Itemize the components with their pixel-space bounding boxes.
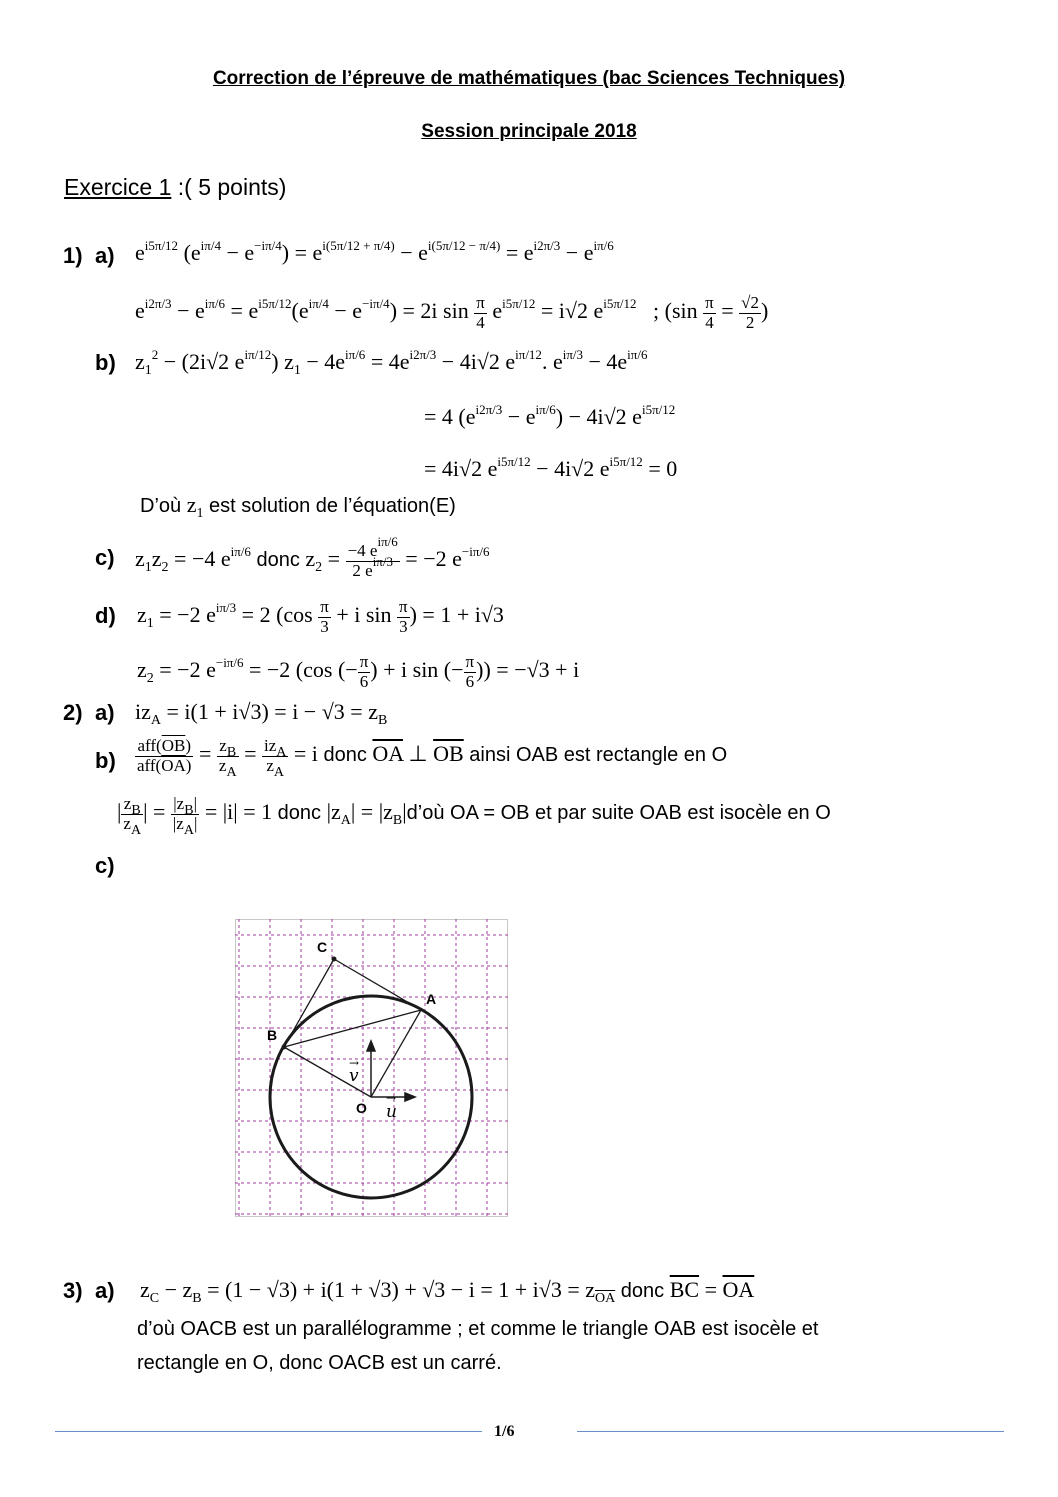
point-a-label: A — [426, 991, 437, 1007]
donc-1c: donc — [250, 549, 306, 572]
exercise-heading — [64, 174, 286, 201]
point-o-label: O — [356, 1100, 367, 1116]
equation-1a-line1: $e^{i5\pi/12}$ $(e^{i\pi/4} - e^{-i\pi/4}) = e^{i(5\pi/12 + \pi/4)} - e^{i(5\pi/12 - \pi/4)} = e^{i2\pi/3} - e^{i\pi/6}$ — [135, 238, 614, 265]
conclusion-2b-2: d’où OA = OB et par suite OAB est isocèle en O — [406, 802, 831, 825]
point-c-label: C — [317, 939, 328, 955]
conclusion-2b-1: ainsi OAB est rectangle en O — [463, 744, 728, 767]
question-2a-label: a) — [95, 700, 115, 725]
question-2b-label: b) — [95, 748, 116, 773]
footer-rule-left — [55, 1431, 482, 1432]
equation-3a: $z_C - z_B = (1 - √3) + i(1 + √3) + √3 - i = 1 + i√3 = z_{\overline{OA}}$ donc $\overline{BC} = \overline{OA}$ — [140, 1277, 755, 1306]
vector-u-arrow-icon: → — [386, 1091, 397, 1105]
question-3-label: 3) — [63, 1278, 83, 1303]
equation-2b-line1: $\frac{aff(\overline{OB})}{aff(\overline{OA})}$ = $\frac{z_B}{z_A}$ = $\frac{iz_A}{z_A}$ = i donc $\overline{OA}$ ⊥ $\overline{OB}$ ainsi OAB est rectangle en O — [137, 736, 728, 780]
equation-1d-line2: $z_2 = -2$ $e^{-i\pi/6} = -2$ (cos (− $\frac{\pi}{6}$ ) + i sin (− $\frac{\pi}{6}$ )) = −√3 + i — [137, 652, 580, 691]
point-c-marker — [332, 957, 337, 962]
donc-3a: donc — [615, 1280, 670, 1302]
vector-u-label: u — [386, 1102, 397, 1122]
question-2c-label: c) — [95, 853, 115, 878]
point-b-label: B — [267, 1027, 278, 1043]
question-1b-label: b) — [95, 350, 116, 375]
question-1c-label: c) — [95, 545, 115, 570]
equation-2a-iz: iz — [135, 699, 151, 724]
conclusion-3a-line2: rectangle en O, donc OACB est un carré. — [137, 1352, 502, 1374]
conclusion-1b-pre: D’où — [140, 495, 187, 517]
equation-2a: $iz_A = i(1 + i√3) = i - √3 = z_B$ — [135, 699, 388, 728]
donc-2b-2: donc — [272, 802, 327, 825]
geometry-figure — [235, 919, 508, 1217]
point-b-marker — [282, 1045, 287, 1050]
equation-1b-line1: $z_1^2 - (2i√2$ $e^{i\pi/12}$) $z_1 - 4e^{i\pi/6} = 4e^{i2\pi/3} - 4i√2$ $e^{i\pi/12}$. $e^{i\pi/3} - 4e^{i\pi/6}$ — [135, 347, 648, 378]
vector-v-label: v — [349, 1066, 359, 1086]
session-title: Session principale 2018 — [421, 121, 637, 142]
donc-2b-1: donc — [317, 744, 373, 767]
equation-2b-line2: | $\frac{z_B}{z_A}$ | = $\frac{|z_B|}{|z_A|}$ = |i| = 1 donc $|z_A|$ = $|z_B|d’où$ OA = OB et par suite OAB est isocèle en O — [117, 794, 831, 838]
exercise-points: :( 5 points) — [171, 174, 287, 200]
conclusion-1b-post: est solution de l’équation(E) — [203, 495, 456, 517]
equation-1c: $z_1z_2 = -4$ $e^{i\pi/6}$ donc $z_2$ = $\frac{-4 e^{i\pi/6}}{2 e^{i\pi/3}}$ = −2 $e^{-i\pi/6}$ — [135, 534, 490, 580]
equation-1b-line3: = 4i√2 $e^{i5\pi/12} - 4i√2$ $e^{i5\pi/12} = 0$ — [424, 454, 678, 481]
equation-1b-line2: = 4 $(e^{i2\pi/3} - e^{i\pi/6}) - 4i√2$ $e^{i5\pi/12}$ — [424, 402, 676, 429]
equation-1a-line2: $e^{i2\pi/3} - e^{i\pi/6} = e^{i5\pi/12}(e^{i\pi/4} - e^{-i\pi/4}) = 2i$ sin $\frac{\pi}{4}$ $e^{i5\pi/12} = i√2$ $e^{i5\pi/12}$ ; (sin $\frac{\pi}{4}$ = $\frac{√2}{2}$ ) — [135, 293, 769, 332]
footer-rule-right — [577, 1431, 1004, 1432]
question-3a-label: a) — [95, 1278, 115, 1303]
question-1-label: 1) — [63, 243, 83, 268]
equation-1d-line1: $z_1 = -2$ $e^{i\pi/3} = 2$ (cos $\frac{\pi}{3}$ + i sin $\frac{\pi}{3}$ ) = 1 + i√3 — [137, 597, 504, 636]
page-number: 1/6 — [494, 1423, 515, 1440]
conclusion-1b: D’où $z_1$ est solution de l’équation(E) — [140, 492, 456, 521]
document-title: Correction de l’épreuve de mathématiques (bac Sciences Techniques) — [212, 68, 846, 89]
question-1d-label: d) — [95, 603, 116, 628]
conclusion-3a-line1: d’où OACB est un parallélogramme ; et comme le triangle OAB est isocèle et — [137, 1318, 819, 1340]
question-2-label: 2) — [63, 700, 83, 725]
question-1a-label: a) — [95, 243, 115, 268]
vector-v-arrow-icon: → — [349, 1056, 360, 1070]
exercise-label: Exercice 1 — [64, 174, 172, 200]
